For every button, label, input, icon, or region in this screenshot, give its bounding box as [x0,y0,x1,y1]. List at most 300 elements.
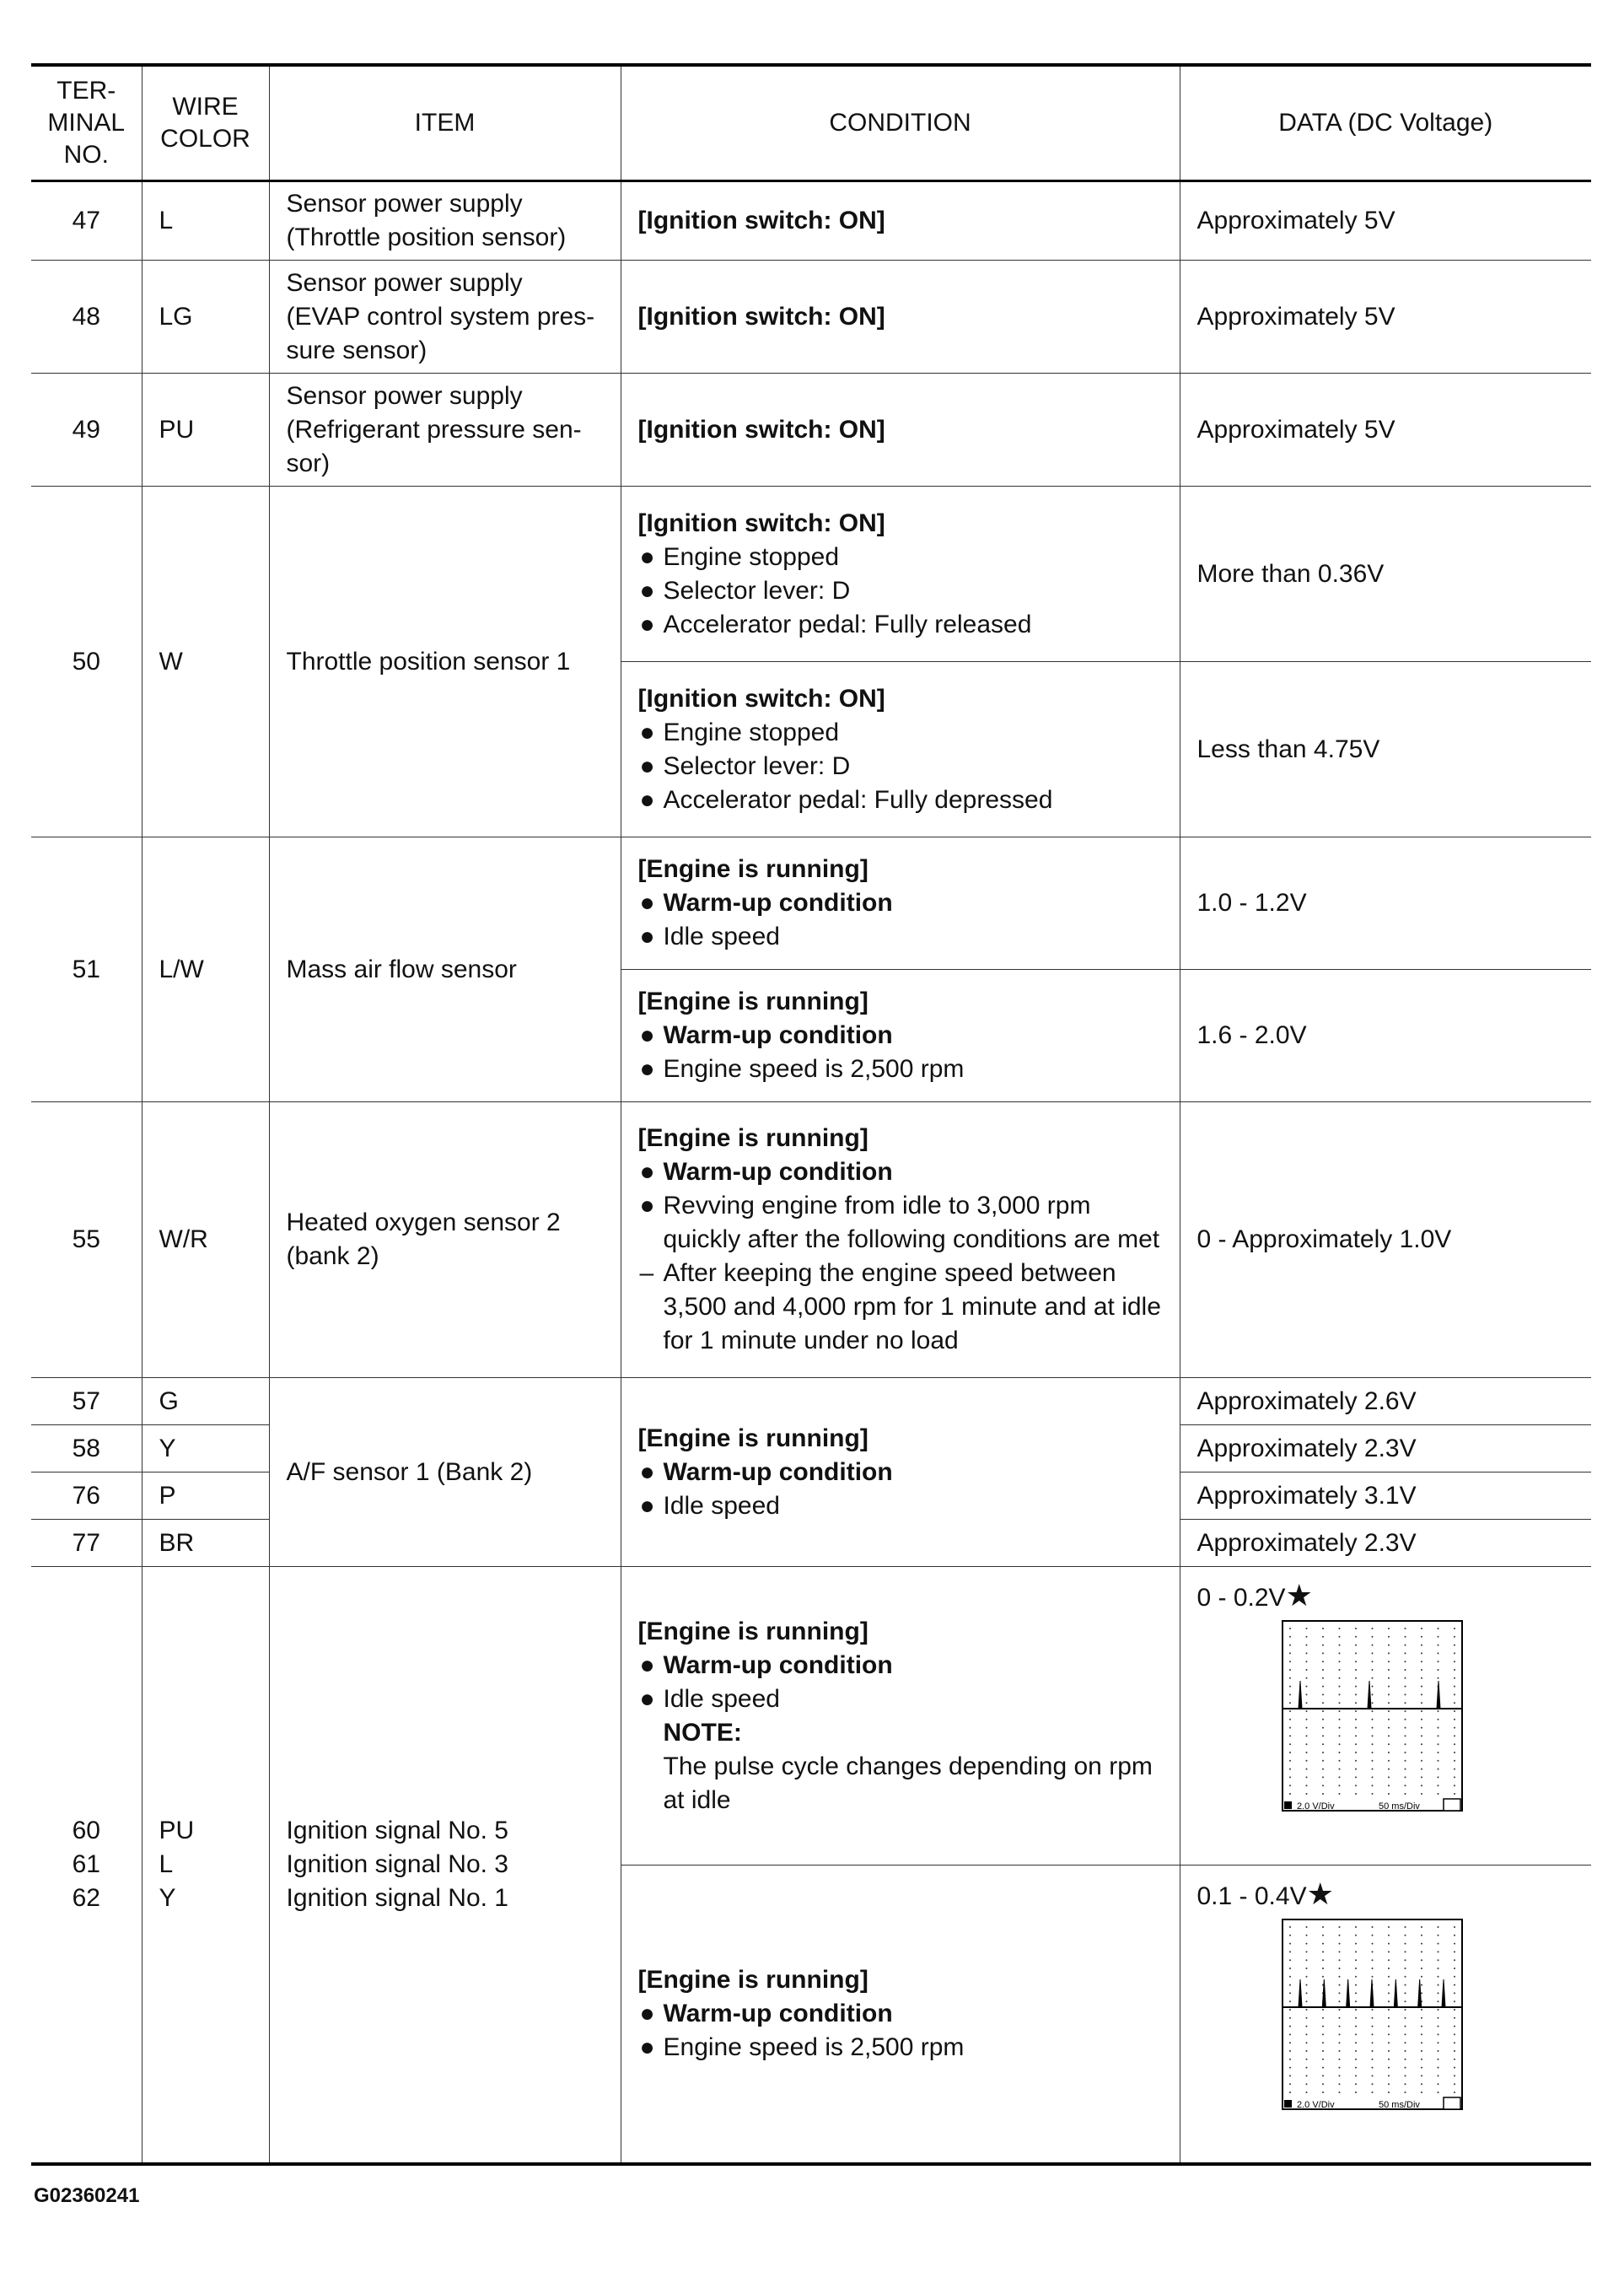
terminal-cell: 55 [31,1102,142,1378]
scope-grid-dot [1454,2050,1455,2052]
scope-grid-dot [1454,1710,1455,1712]
scope-grid-dot [1421,2083,1422,2085]
scope-grid-dot [1404,1636,1406,1638]
scope-grid-dot [1355,1769,1357,1770]
scope-grid-dot [1338,1776,1340,1778]
scope-grid-dot [1322,2092,1324,2093]
scope-time-div: 50 ms/Div [1378,1801,1420,1812]
voltage-text: 0 - 0.2V [1196,1584,1286,1612]
bullet-text: Idle speed [663,923,780,950]
wire-color-cell: L [142,181,269,261]
scope-grid-dot [1454,1677,1455,1679]
wire-color-cell: BR [142,1520,269,1567]
scope-grid-dot [1388,1693,1390,1695]
scope-grid-dot [1454,2042,1455,2043]
scope-grid-dot [1388,2042,1390,2043]
scope-grid-dot [1355,1951,1357,1952]
scope-grid-dot [1355,1645,1357,1646]
list-item [638,1257,1163,1358]
data-cell: Approximately 2.3V [1180,1520,1591,1567]
scope-grid-dot [1371,1776,1373,1778]
scope-grid-dot [1437,1661,1438,1662]
scope-grid-dot [1404,1951,1406,1952]
scope-grid-dot [1404,1760,1406,1762]
wire-color-cell: G [142,1378,269,1425]
scope-grid-dot [1338,1677,1340,1679]
scope-grid-dot [1371,1943,1373,1945]
scope-grid-dot [1322,1943,1324,1945]
scope-grid-dot [1355,1636,1357,1638]
bullet-icon: ● [639,889,655,917]
scope-grid-dot [1322,2075,1324,2076]
scope-grid-dot [1421,1677,1422,1679]
scope-grid-dot [1388,1677,1390,1679]
scope-grid-dot [1305,1760,1307,1762]
list-item [638,716,1163,750]
scope-grid-dot [1305,1645,1307,1646]
condition-heading: [Engine is running] [637,1424,868,1452]
scope-grid-dot [1404,1776,1406,1778]
scope-grid-dot [1454,1702,1455,1704]
scope-grid-dot [1355,1752,1357,1753]
bullet-text: Selector lever: D [663,751,851,780]
scope-grid-dot [1404,2092,1406,2093]
scope-grid-dot [1421,1628,1422,1629]
scope-grid-dot [1289,2050,1291,2052]
list-item [638,1019,1163,1053]
scope-grid-dot [1454,2033,1455,2035]
scope-grid-dot [1355,2050,1357,2052]
scope-grid-dot [1454,2067,1455,2069]
bullet-text: Warm-up condition [663,1999,893,2027]
scope-grid-dot [1305,1686,1307,1688]
bullet-icon: ● [639,610,655,638]
scope-grid-dot [1388,2067,1390,2069]
scope-grid-dot [1289,1652,1291,1654]
data-cell: 1.6 - 2.0V [1180,970,1591,1102]
scope-grid-dot [1338,2017,1340,2019]
scope-grid-dot [1454,1951,1455,1952]
scope-grid-dot [1355,1719,1357,1720]
scope-grid-dot [1454,2083,1455,2085]
item-line: Heated oxygen sensor 2 [286,1209,561,1236]
list-item [638,608,1163,642]
scope-grid-dot [1454,1776,1455,1778]
bullet-icon: ● [639,1457,655,1486]
item-line: sure sensor) [286,336,428,364]
scope-grid-dot [1322,1677,1324,1679]
scope-grid-dot [1437,1636,1438,1638]
scope-grid-dot [1404,2059,1406,2060]
scope-grid-dot [1421,2050,1422,2052]
scope-grid-dot [1371,1935,1373,1936]
scope-grid-dot [1289,1719,1291,1720]
scope-grid-dot [1388,1710,1390,1712]
scope-grid-dot [1371,1628,1373,1629]
scope-grid-dot [1322,1976,1324,1978]
scope-mode-icon [1284,2100,1292,2108]
scope-grid-dot [1355,2092,1357,2093]
bullet-icon: ● [639,542,655,571]
scope-volt-div: 2.0 V/Div [1296,2100,1335,2110]
scope-grid-dot [1421,1776,1422,1778]
bullet-text: Warm-up condition [663,1457,893,1486]
condition-cell [621,1866,1180,2164]
scope-grid-dot [1355,1652,1357,1654]
scope-grid-dot [1454,1743,1455,1745]
scope-grid-dot [1454,1752,1455,1753]
scope-grid-dot [1388,1628,1390,1629]
condition-cell [621,1102,1180,1378]
scope-grid-dot [1388,2017,1390,2019]
scope-grid-dot [1404,2067,1406,2069]
scope-grid-dot [1289,1702,1291,1704]
scope-grid-dot [1305,1661,1307,1662]
header-wire-line2: COLOR [160,125,250,153]
scope-grid-dot [1437,1976,1438,1978]
scope-grid-dot [1454,1984,1455,1986]
scope-grid-dot [1355,1760,1357,1762]
scope-grid-dot [1371,1760,1373,1762]
scope-grid-dot [1338,2075,1340,2076]
wire-color-cell: W/R [142,1102,269,1378]
note-text: at idle [663,1785,731,1814]
scope-grid-dot [1404,1693,1406,1695]
item-cell [269,181,621,261]
data-cell: Less than 4.75V [1180,662,1591,837]
scope-grid-dot [1289,1743,1291,1745]
star-icon: ★ [1306,1876,1334,1911]
bullet-icon: ● [639,576,655,605]
table-row [31,374,1591,487]
scope-grid-dot [1454,1727,1455,1729]
scope-grid-dot [1454,1943,1455,1945]
scope-grid-dot [1338,2000,1340,2002]
scope-grid-dot [1404,1686,1406,1688]
item-cell [269,374,621,487]
scope-grid-dot [1421,1702,1422,1704]
scope-grid-dot [1355,2075,1357,2076]
scope-grid-dot [1289,1951,1291,1952]
scope-grid-dot [1371,1951,1373,1952]
data-cell: More than 0.36V [1180,487,1591,662]
scope-grid-dot [1305,1752,1307,1753]
header-condition: CONDITION [621,65,1180,181]
terminal-cell: 50 [31,487,142,837]
scope-grid-dot [1437,1943,1438,1945]
scope-grid-dot [1355,2017,1357,2019]
data-cell: Approximately 5V [1180,181,1591,261]
scope-grid-dot [1338,1926,1340,1928]
scope-grid-dot [1371,1677,1373,1679]
wire-color-cell: Y [142,1425,269,1472]
bullet-text: quickly after the following conditions are met [663,1225,1160,1253]
scope-grid-dot [1305,2059,1307,2060]
scope-grid-dot [1289,1776,1291,1778]
bullet-text: After keeping the engine speed between [663,1259,1116,1287]
scope-grid-dot [1437,2009,1438,2011]
scope-grid-dot [1305,1719,1307,1720]
bullet-icon: ● [639,1491,655,1520]
header-terminal-no [31,65,142,181]
data-cell: Approximately 5V [1180,374,1591,487]
scope-grid-dot [1289,1976,1291,1978]
scope-grid-dot [1305,1652,1307,1654]
scope-grid-dot [1322,2067,1324,2069]
scope-grid-dot [1388,2083,1390,2085]
condition-heading: [Ignition switch: ON] [637,684,885,713]
scope-grid-dot [1388,2000,1390,2002]
scope-grid-dot [1305,2000,1307,2002]
scope-grid-dot [1454,1959,1455,1961]
terminal-data-table [31,63,1591,2166]
scope-grid-dot [1421,1984,1422,1986]
scope-grid-dot [1355,2009,1357,2011]
bullet-text: Idle speed [663,1684,780,1713]
scope-grid-dot [1454,1719,1455,1720]
scope-grid-dot [1454,2017,1455,2019]
scope-grid-dot [1371,2026,1373,2027]
scope-grid-dot [1437,1785,1438,1786]
scope-grid-dot [1371,1636,1373,1638]
bullet-icon: ● [639,923,655,950]
scope-grid-dot [1322,1645,1324,1646]
condition-heading: [Engine is running] [637,1965,868,1994]
scope-grid-dot [1305,1710,1307,1712]
wire-color-cell: LG [142,261,269,374]
scope-grid-dot [1437,1776,1438,1778]
scope-grid-dot [1322,1785,1324,1786]
scope-grid-dot [1404,2017,1406,2019]
scope-grid-dot [1371,1669,1373,1671]
oscilloscope-waveform [1282,1919,1463,2121]
condition-cell: [Ignition switch: ON] [621,374,1180,487]
scope-grid-dot [1289,1785,1291,1786]
scope-grid-dot [1454,1652,1455,1654]
voltage-text: 0.1 - 0.4V [1196,1882,1307,1910]
condition-heading: [Engine is running] [637,988,868,1015]
scope-grid-dot [1454,2075,1455,2076]
table-row [31,261,1591,374]
condition-cell: [Ignition switch: ON] [621,181,1180,261]
scope-grid-dot [1404,1752,1406,1753]
scope-grid-dot [1421,2075,1422,2076]
item-line: Ignition signal No. 5 [286,1816,508,1844]
scope-grid-dot [1404,1976,1406,1978]
scope-grid-dot [1388,1735,1390,1736]
scope-grid-dot [1338,1735,1340,1736]
scope-grid-dot [1289,2000,1291,2002]
header-terminal-line2: MINAL [47,109,126,137]
scope-grid-dot [1404,1959,1406,1961]
scope-grid-dot [1289,1693,1291,1695]
scope-grid-dot [1322,1776,1324,1778]
bullet-icon: ● [639,1158,655,1186]
scope-grid-dot [1305,2042,1307,2043]
scope-grid-dot [1437,1710,1438,1712]
scope-grid-dot [1388,1935,1390,1936]
scope-grid-dot [1289,1968,1291,1969]
scope-grid-dot [1454,1636,1455,1638]
scope-grid-dot [1305,1702,1307,1704]
scope-grid-dot [1421,1652,1422,1654]
scope-grid-dot [1421,1992,1422,1994]
table-row [31,487,1591,662]
scope-grid-dot [1355,2033,1357,2035]
scope-grid-dot [1371,1645,1373,1646]
oscilloscope-waveform [1282,1620,1463,1822]
scope-grid-dot [1322,1735,1324,1736]
scope-grid-dot [1388,1785,1390,1786]
scope-grid-dot [1289,1769,1291,1770]
terminal-cell: 58 [31,1425,142,1472]
scope-grid-dot [1437,2059,1438,2060]
scope-grid-dot [1338,1710,1340,1712]
scope-grid-dot [1404,1968,1406,1969]
scope-grid-dot [1454,1669,1455,1671]
scope-grid-dot [1421,1686,1422,1688]
scope-grid-dot [1421,1976,1422,1978]
scope-grid-dot [1322,1669,1324,1671]
scope-grid-dot [1305,1735,1307,1736]
scope-grid-dot [1322,1926,1324,1928]
scope-grid-dot [1289,1661,1291,1662]
terminal-cell: 57 [31,1378,142,1425]
scope-grid-dot [1371,2042,1373,2043]
figure-code: G02360241 [34,2184,140,2207]
scope-grid-dot [1322,1968,1324,1969]
wire-line: Y [159,1883,176,1912]
scope-time-div: 50 ms/Div [1378,2100,1420,2110]
scope-grid-dot [1305,1984,1307,1986]
scope-grid-dot [1355,2067,1357,2069]
scope-grid-dot [1338,2067,1340,2069]
bullet-text: Engine speed is 2,500 rpm [663,1055,965,1083]
condition-heading: [Ignition switch: ON] [637,509,885,537]
scope-grid-dot [1421,1959,1422,1961]
scope-grid-dot [1404,1735,1406,1736]
scope-grid-dot [1338,2033,1340,2035]
scope-grid-dot [1305,1793,1307,1795]
scope-grid-dot [1355,1968,1357,1969]
scope-grid-dot [1437,2033,1438,2035]
scope-grid-dot [1454,2009,1455,2011]
scope-grid-dot [1289,2026,1291,2027]
scope-grid-dot [1355,1693,1357,1695]
scope-grid-dot [1289,1943,1291,1945]
scope-grid-dot [1421,1769,1422,1770]
scope-grid-dot [1305,1785,1307,1786]
scope-grid-dot [1355,1677,1357,1679]
bullet-icon: ● [639,2032,655,2061]
list-item [638,886,1163,920]
scope-grid-dot [1338,1702,1340,1704]
scope-grid-dot [1404,2075,1406,2076]
scope-grid-dot [1305,2009,1307,2011]
scope-grid-dot [1355,1686,1357,1688]
scope-grid-dot [1322,1661,1324,1662]
bullet-text: Accelerator pedal: Fully released [663,610,1032,638]
scope-grid-dot [1355,1710,1357,1712]
scope-grid-dot [1404,1661,1406,1662]
scope-grid-dot [1388,1702,1390,1704]
scope-grid-dot [1338,1719,1340,1720]
data-cell: Approximately 3.1V [1180,1472,1591,1520]
scope-grid-dot [1437,1652,1438,1654]
scope-grid-dot [1338,1636,1340,1638]
scope-grid-dot [1404,2033,1406,2035]
scope-grid-dot [1437,1719,1438,1720]
scope-grid-dot [1404,1669,1406,1671]
scope-grid-dot [1421,1661,1422,1662]
terminal-cell: 51 [31,837,142,1102]
scope-grid-dot [1371,1785,1373,1786]
scope-grid-dot [1371,1793,1373,1795]
scope-grid-dot [1289,2075,1291,2076]
scope-grid-dot [1338,1785,1340,1786]
scope-grid-dot [1421,2033,1422,2035]
bullet-text: Warm-up condition [663,1650,893,1679]
scope-grid-dot [1371,2017,1373,2019]
scope-grid-dot [1355,2000,1357,2002]
scope-grid-dot [1338,2083,1340,2085]
scope-grid-dot [1338,1727,1340,1729]
scope-grid-dot [1371,1743,1373,1745]
list-item [638,1155,1163,1189]
scope-grid-dot [1421,2067,1422,2069]
bullet-icon: ● [639,1650,655,1679]
scope-grid-dot [1388,1984,1390,1986]
scope-grid-dot [1322,1693,1324,1695]
scope-grid-dot [1371,1693,1373,1695]
scope-grid-dot [1421,1951,1422,1952]
scope-grid-dot [1305,1727,1307,1729]
bullet-text: for 1 minute under no load [663,1327,959,1354]
scope-grid-dot [1355,1661,1357,1662]
scope-grid-dot [1388,1769,1390,1770]
item-line: Sensor power supply [286,190,523,218]
table-row [31,181,1591,261]
scope-grid-dot [1437,2067,1438,2069]
scope-grid-dot [1355,1702,1357,1704]
bullet-text: Warm-up condition [663,1158,893,1186]
scope-grid-dot [1322,1959,1324,1961]
scope-grid-dot [1421,2042,1422,2043]
scope-grid-dot [1322,1719,1324,1720]
table-row [31,1102,1591,1378]
scope-grid-dot [1289,1645,1291,1646]
scope-grid-dot [1404,1785,1406,1786]
scope-grid-dot [1289,1752,1291,1753]
scope-grid-dot [1338,1984,1340,1986]
scope-grid-dot [1421,1669,1422,1671]
scope-grid-dot [1371,1976,1373,1978]
scope-grid-dot [1371,1735,1373,1736]
list-item [638,574,1163,608]
scope-grid-dot [1437,1743,1438,1745]
scope-grid-dot [1421,2059,1422,2060]
scope-grid-dot [1355,1984,1357,1986]
data-cell [1180,1567,1591,1866]
scope-grid-dot [1305,1628,1307,1629]
scope-grid-dot [1421,1710,1422,1712]
scope-grid-dot [1388,2059,1390,2060]
scope-grid-dot [1437,2092,1438,2093]
condition-cell [621,837,1180,970]
scope-grid-dot [1404,1719,1406,1720]
scope-grid-dot [1421,2092,1422,2093]
data-cell: Approximately 5V [1180,261,1591,374]
